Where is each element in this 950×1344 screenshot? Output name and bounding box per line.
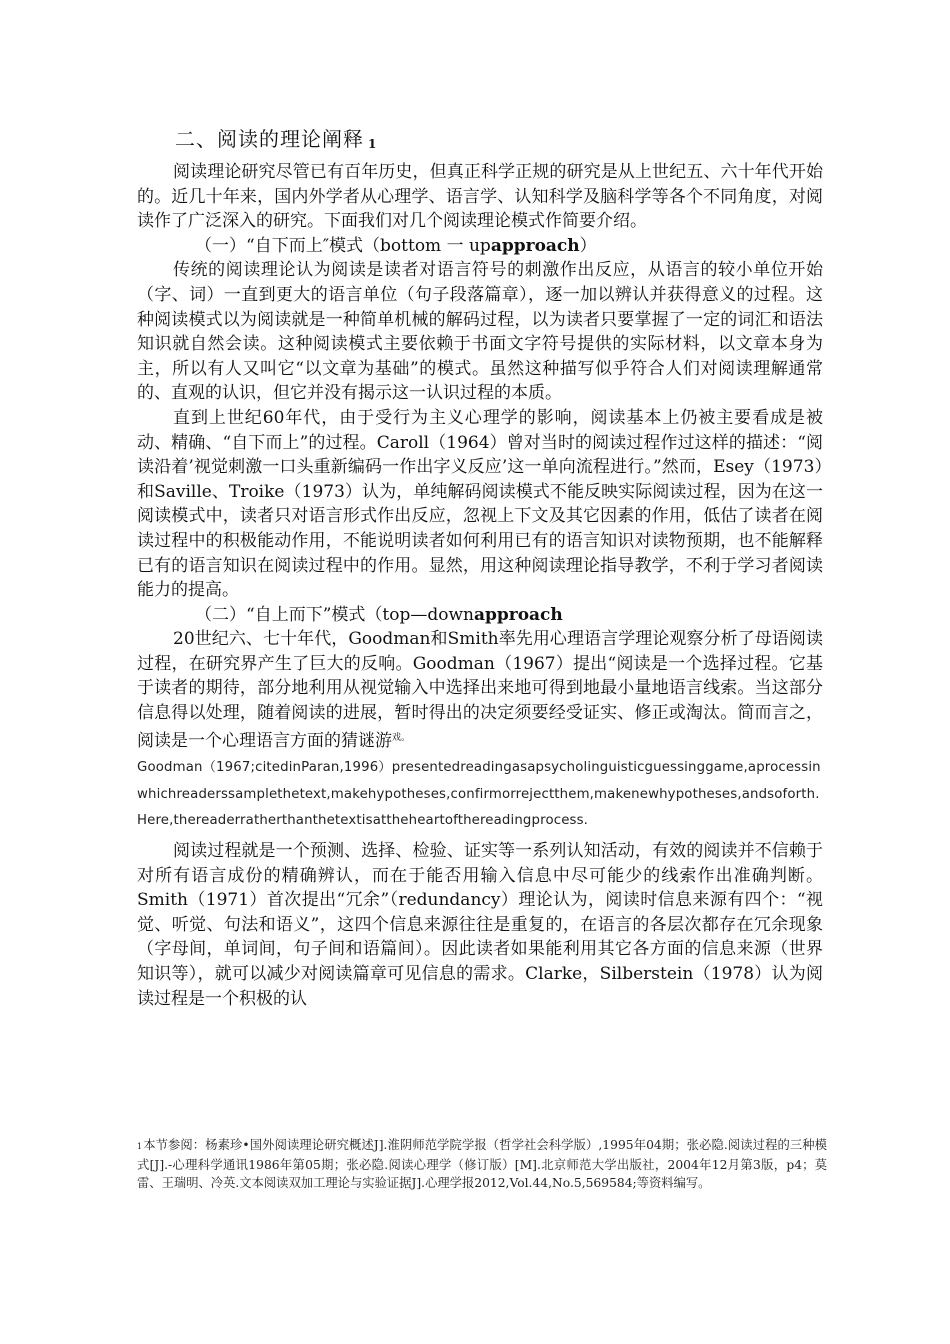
paragraph-goodman-text: 20世纪六、七十年代，Goodman和Smith率先用心理语言学理论观察分析了母语阅读过程，在研究界产生了巨大的反响。Goodman（1967）提出“阅读是一个选择过程。它基于读者的期待，部分地利用从视觉输入中选择出来地可得到地最小量地语言线索。当这部分信息得以处理，随着阅读的进展，暂时得出的决定须要经受证实、修正或淘汰。简而言之，阅读是一个心理语言方面的猜谜游 xyxy=(137,629,823,751)
intro-paragraph: 阅读理论研究尽管已有百年历史，但真正科学正规的研究是从上世纪五、六十年代开始的。近几十年来，国内外学者从心理学、语言学、认知科学及脑科学等各个不同角度，对阅读作了广泛深入的研究。下面我们对几个阅读理论模式作简要介绍。 xyxy=(137,162,823,232)
subheading-1-text: （一）“自下而上″模式（bottom 一 up xyxy=(195,235,491,256)
paragraph-redundancy: 阅读过程就是一个预测、选择、检验、证实等一系列认知活动，有效的阅读并不信赖于对所有语言成份的精确辨认，而在于能否用输入信息中尽可能少的线索作出准确判断。Smith（1971）首次提出“冗余”（redundancy）理论认为，阅读时信息来源有四个：“视觉、听觉、句法和语义”，这四个信息来源往往是重复的，在语言的各层次都存在冗余现象（字母间，单词间，句子间和语篇间）。因此读者如果能利用其它各方面的信息来源（世界知识等），就可以减少对阅读篇章可见信息的需求。Clarke，Silberstein（1978）认为阅读过程是一个积极的认 xyxy=(137,841,823,1009)
subheading-2-text: （二）“自上而下”模式（top—down xyxy=(195,604,474,625)
subheading-top-down xyxy=(137,603,823,628)
document-body xyxy=(137,160,823,1011)
footnote-mark: 1 xyxy=(137,1142,143,1151)
subheading-2-bold: approach xyxy=(473,604,563,625)
subheading-1-close: ） xyxy=(579,235,597,256)
heading-footnote-mark: 1 xyxy=(368,137,378,151)
paragraph-goodman-small-text: 戏。 xyxy=(392,732,411,743)
paragraph-traditional-theory: 传统的阅读理论认为阅读是读者对语言符号的刺激作出反应，从语言的较小单位开始（字、词）一直到更大的语言单位（句子段落篇章），逐一加以辨认并获得意义的过程。这种阅读模式以为阅读就是一种简单机械的解码过程，以为读者只要掌握了一定的词汇和语法知识就自然会读。这种阅读模式主要依赖于书面文字符号提供的实际材料，以文章本身为主，所以有人又叫它“以文章为基础”的模式。虽然这种描写似乎符合人们对阅读理解通常的、直观的认识，但它并没有揭示这一认识过程的本质。 xyxy=(137,260,823,404)
paragraph-1960s: 直到上世纪60年代，由于受行为主义心理学的影响，阅读基本上仍被主要看成是被动、精确、“自下而上”的过程。Caroll（1964）曾对当时的阅读过程作过这样的描述：“阅读沿着’视觉刺激一口头重新编码一作出字义反应’这一单向流程进行。”然而，Esey（1973）和Saville、Troike（1973）认为，单纯解码阅读模式不能反映实际阅读过程，因为在这一阅读模式中，读者只对语言形式作出反应，忽视上下文及其它因素的作用，低估了读者在阅读过程中的积极能动作用，不能说明读者如何利用已有的语言知识对读物预期，也不能解释已有的语言知识在阅读过程中的作用。显然，用这种阅读理论指导教学，不利于学习者阅读能力的提高。 xyxy=(137,407,823,601)
footnote xyxy=(137,1136,827,1192)
section-heading xyxy=(175,123,377,152)
footnote-text: 本节参阅：杨素珍•国外阅读理论研究概述J].淮阴师范学院学报（哲学社会科学版）,1995年04期；张必隐.阅读过程的三种模式[J].-心理科学通讯1986年第05期；张必隐.阅读心理学（修订版）[M].北京师范大学出版社，2004年12月第3版，p4；莫雷、王瑞明、冷英.文本阅读双加工理论与实验证据J].心理学报2012,Vol.44,No.5,569584;等资料编写。 xyxy=(137,1138,827,1190)
heading-text: 二、阅读的理论阐释 xyxy=(175,127,364,151)
subheading-1-bold: approach xyxy=(490,235,580,256)
subheading-bottom-up xyxy=(137,234,823,259)
paragraph-goodman xyxy=(137,627,823,753)
english-quote: Goodman（1967;citedinParan,1996）presentedreadingasapsycholinguisticguessinggame,aprocessinwhichreaderssamplethetext,makehypotheses,confirmorrejectthem,makenewhypotheses,andsoforth.Here,thereaderratherthanthetextisattheheartofthereadingprocess. xyxy=(137,760,821,829)
